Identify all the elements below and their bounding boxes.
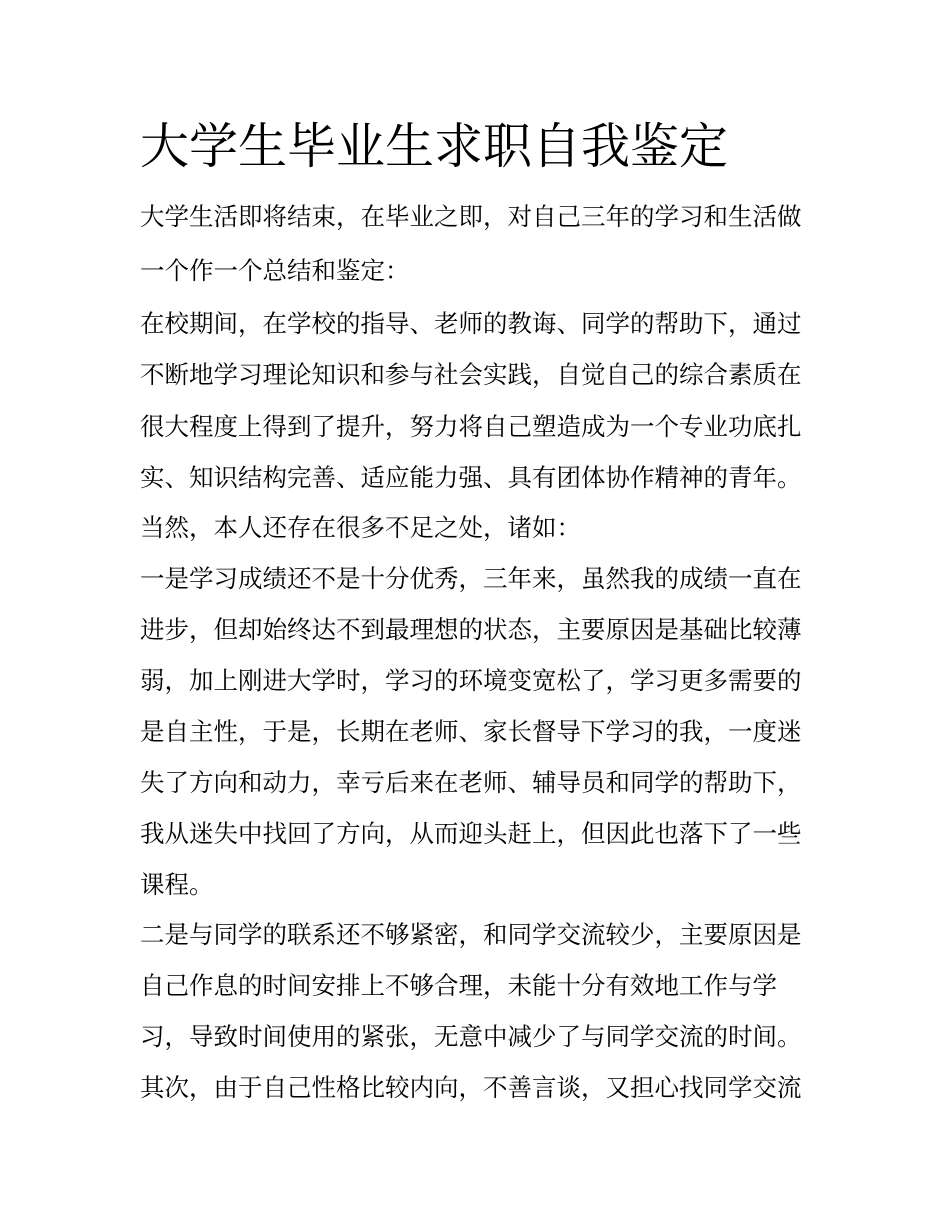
paragraph-line: 课程。 [140,870,214,899]
paragraph-line: 弱，加上刚进大学时，学习的环境变宽松了，学习更多需要的 [140,666,802,695]
paragraph-line: 不断地学习理论知识和参与社会实践，自觉自己的综合素质在 [140,360,802,389]
paragraph-line: 一个作一个总结和鉴定： [140,256,410,285]
paragraph-line: 大学生活即将结束，在毕业之即，对自己三年的学习和生活做 [140,202,802,231]
paragraph-line: 当然，本人还存在很多不足之处，诸如： [140,513,581,542]
paragraph-line: 二是与同学的联系还不够紧密，和同学交流较少，主要原因是 [140,920,802,949]
paragraph-line: 自己作息的时间安排上不够合理，未能十分有效地工作与学 [140,971,777,1000]
paragraph-line: 一是学习成绩还不是十分优秀，三年来，虽然我的成绩一直在 [140,564,802,593]
paragraph-line: 其次，由于自己性格比较内向，不善言谈，又担心找同学交流 [140,1073,802,1102]
paragraph-line: 我从迷失中找回了方向，从而迎头赶上，但因此也落下了一些 [140,819,802,848]
paragraph-line: 习，导致时间使用的紧张，无意中减少了与同学交流的时间。 [140,1022,802,1051]
paragraph-line: 在校期间，在学校的指导、老师的教诲、同学的帮助下，通过 [140,309,802,338]
document-title: 大学生毕业生求职自我鉴定 [140,118,729,175]
paragraph-line: 很大程度上得到了提升，努力将自己塑造成为一个专业功底扎 [140,412,802,441]
paragraph-line: 进步，但却始终达不到最理想的状态，主要原因是基础比较薄 [140,615,802,644]
paragraph-line: 失了方向和动力，幸亏后来在老师、辅导员和同学的帮助下， [140,768,802,797]
paragraph-line: 实、知识结构完善、适应能力强、具有团体协作精神的青年。 [140,463,802,492]
paragraph-line: 是自主性，于是，长期在老师、家长督导下学习的我，一度迷 [140,717,802,746]
